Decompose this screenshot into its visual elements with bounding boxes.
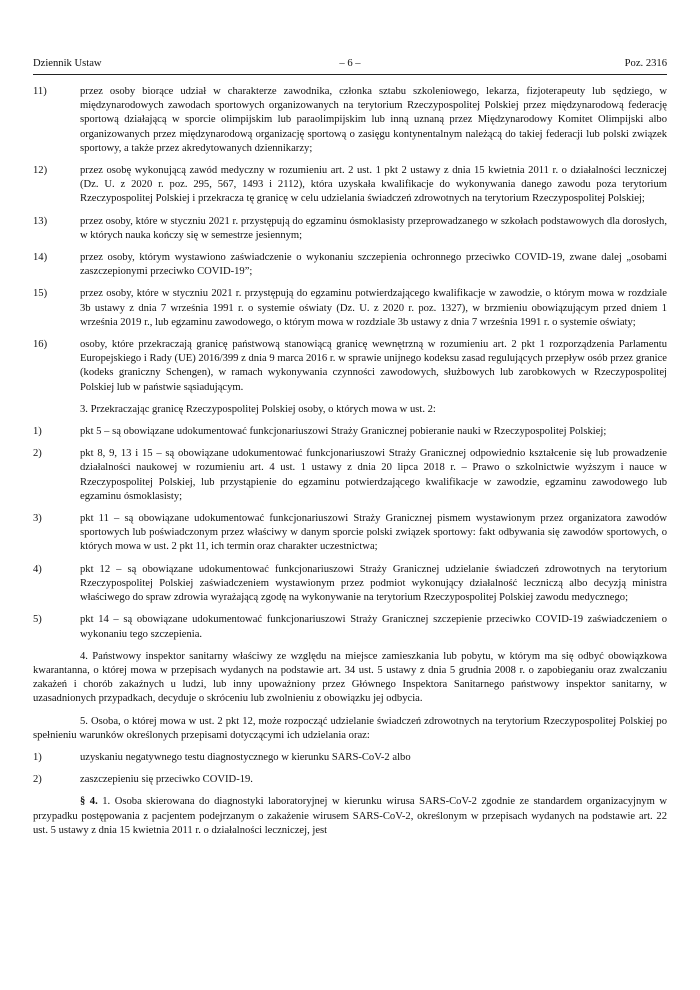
list-item [33,164,667,207]
section-text: 1. Osoba skierowana do diagnostyki laboratoryjnej w kierunku wirusa SARS-CoV-2 zgodnie ze standardem organizacyjnym w przypadku postępowania z pacjentem podejrzanym o zakażenie wirusem SARS-CoV-2, określonym w przepisach wydanych na podstawie art. 22 ust. 5 ustawy z dnia 15 kwietnia 2011 r. o działalności leczniczej, jest [33,796,667,836]
item-number: 16) [33,339,48,351]
item-text: osoby, które przekraczają granicę państwową stanowiącą granicę wewnętrzną w rozumieniu art. 2 pkt 1 rozporządzenia Parlamentu Europejskiego i Rady (UE) 2016/399 z dnia 9 marca 2016 r. w sprawie unijnego kodeksu zasad regulujących przepływ osób przez granice (kodeks graniczny Schengen), w ramach wykonywania czynności zawodowych, służbowych lub zarobkowych w Rzeczypospolitej Polskiej lub w państwie sąsiadującym. [80,339,667,393]
list-item [33,338,667,395]
item-text: pkt 8, 9, 13 i 15 – są obowiązane udokumentować funkcjonariuszowi Straży Granicznej odpowiednio kształcenie się lub prowadzenie działalności naukowej w rozumieniu art. 4 ust. 1 ustawy z dnia 20 lipca 2018 r. – Prawo o szkolnictwie wyższym i nauce w Rzeczypospolitej Polskiej, lub przystąpienie do egzaminu potwierdzającego kwalifikacje w zawodzie, egzaminu zawodowego lub egzaminu ósmoklasisty; [80,448,667,502]
document-body [33,85,667,846]
item-text: pkt 5 – są obowiązane udokumentować funkcjonariuszowi Straży Granicznej pobieranie nauki w Rzeczypospolitej Polskiej; [80,426,607,438]
list-item [33,512,667,555]
header-rule [33,74,667,75]
item-text: przez osoby, którym wystawiono zaświadczenie o wykonaniu szczepienia ochronnego przeciwko COVID-19, zwane dalej „osobami zaszczepionymi przeciwko COVID-19”; [80,252,667,278]
list-item [33,751,667,765]
paragraph-4: 4. Państwowy inspektor sanitarny właściwy ze względu na miejsce zamieszkania lub pobytu, w którym ma się odbyć obowiązkowa kwarantanna, o której mowa w przepisach wydanych na podstawie art. 34 ust. 5 ustawy z dnia 5 grudnia 2008 r. o zapobieganiu oraz zwalczaniu zakażeń i chorób zakaźnych u ludzi, lub inny upoważniony przez Głównego Inspektora Sanitarnego państwowy inspektor sanitarny, w uzasadnionych przypadkach, decyduje o skróceniu lub zwolnieniu z obowiązku jej odbycia. [33,650,667,705]
list-item [33,613,667,641]
item-number: 5) [33,614,42,626]
journal-title: Dziennik Ustaw [33,58,102,69]
item-text: przez osobę wykonującą zawód medyczny w rozumieniu art. 2 ust. 1 pkt 2 ustawy z dnia 15 kwietnia 2011 r. o działalności leczniczej (Dz. U. z 2020 r. poz. 295, 567, 1493 i 2112), która uzyskała kwalifikacje do wykonywania danego zawodu poza terytorium Rzeczypospolitej Polskiej i przekracza tę granicę w celu udzielania świadczeń zdrowotnych na terytorium Rzeczypospolitej Polskiej; [80,165,667,205]
item-text: przez osoby, które w styczniu 2021 r. przystępują do egzaminu potwierdzającego kwalifikacje w zawodzie, o którym mowa w rozdziale 3b ustawy z dnia 7 września 1991 r. o systemie oświaty (Dz. U. z 2020 r. poz. 1327), w brzmieniu obowiązującym przed dniem 1 września 2019 r., lub egzaminu zawodowego, o którym mowa w rozdziale 3b ustawy z dnia 7 września 1991 r. o systemie oświaty; [80,288,667,328]
item-number: 15) [33,288,48,300]
list-item [33,447,667,504]
paragraph-3: 3. Przekraczając granicę Rzeczypospolitej Polskiej osoby, o których mowa w ust. 2: [80,403,436,415]
list-item [33,563,667,606]
item-text: przez osoby biorące udział w charakterze zawodnika, członka sztabu szkoleniowego, lekarza, fizjoterapeuty lub sędziego, w międzynarodowych zawodach sportowych organizowanych na terytorium Rzeczypospolitej Polskiej przez międzynarodową federację sportową działającą w sporcie olimpijskim lub paraolimpijskim lub inną uznaną przez Międzynarodowy Komitet Olimpijski albo organizowanych przez międzynarodową organizację sportową o zasięgu kontynentalnym należącą do takiej federacji lub polski związek sportowy, a także przez akredytowanych dziennikarzy; [80,86,667,154]
item-text: uzyskaniu negatywnego testu diagnostycznego w kierunku SARS-CoV-2 albo [80,751,411,763]
list-item [33,425,667,439]
page-number: – 6 – [339,58,361,69]
paragraph-section-4 [33,795,667,838]
item-text: zaszczepieniu się przeciwko COVID-19. [80,774,253,786]
position-number: Poz. 2316 [624,58,667,69]
item-number: 2) [33,774,42,786]
item-number: 2) [33,448,42,460]
page-header [33,57,667,71]
item-text: przez osoby, które w styczniu 2021 r. przystępują do egzaminu ósmoklasisty przeprowadzanego w szkołach podstawowych dla dorosłych, w których nauka kończy się w semestrze jesiennym; [80,215,667,241]
item-number: 1) [33,426,42,438]
list-exemptions [33,85,667,395]
item-number: 13) [33,215,48,227]
list-item [33,287,667,330]
item-number: 14) [33,252,48,264]
item-text: pkt 11 – są obowiązane udokumentować funkcjonariuszowi Straży Granicznej pismem wystawionym przez organizatora zawodów sportowych lub poświadczonym przez właściwy w danym sporcie polski związek sportowy: fakt odbywania się zawodów sportowych, o których mowa w ust. 2 pkt 11, ich termin oraz charakter uczestnictwa; [80,513,667,553]
item-number: 1) [33,751,42,763]
item-number: 11) [33,86,47,97]
list-item [33,215,667,243]
list-item [33,251,667,279]
list-conditions [33,751,667,787]
section-marker: § 4. [80,796,98,808]
list-documentation [33,425,667,642]
list-item [33,85,667,156]
item-number: 12) [33,165,48,177]
item-number: 4) [33,563,42,575]
item-text: pkt 14 – są obowiązane udokumentować funkcjonariuszowi Straży Granicznej szczepienie przeciwko COVID-19 zaświadczeniem o wykonaniu tego szczepienia. [80,614,667,640]
item-number: 3) [33,513,42,525]
item-text: pkt 12 – są obowiązane udokumentować funkcjonariuszowi Straży Granicznej udzielanie świadczeń zdrowotnych na terytorium Rzeczypospolitej Polskiej zaświadczeniem wystawionym przez podmiot wykonujący działalność leczniczą albo decyzją ministra właściwego do spraw zdrowia wyrażającą zgodę na wykonywanie na terytorium Rzeczypospolitej Polskiej zawodu medycznego; [80,563,667,604]
list-item [33,773,667,787]
paragraph-5: 5. Osoba, o której mowa w ust. 2 pkt 12, może rozpocząć udzielanie świadczeń zdrowotnych na terytorium Rzeczypospolitej Polskiej po spełnieniu warunków określonych przepisami dotyczącymi ich udzielania oraz: [33,715,667,741]
